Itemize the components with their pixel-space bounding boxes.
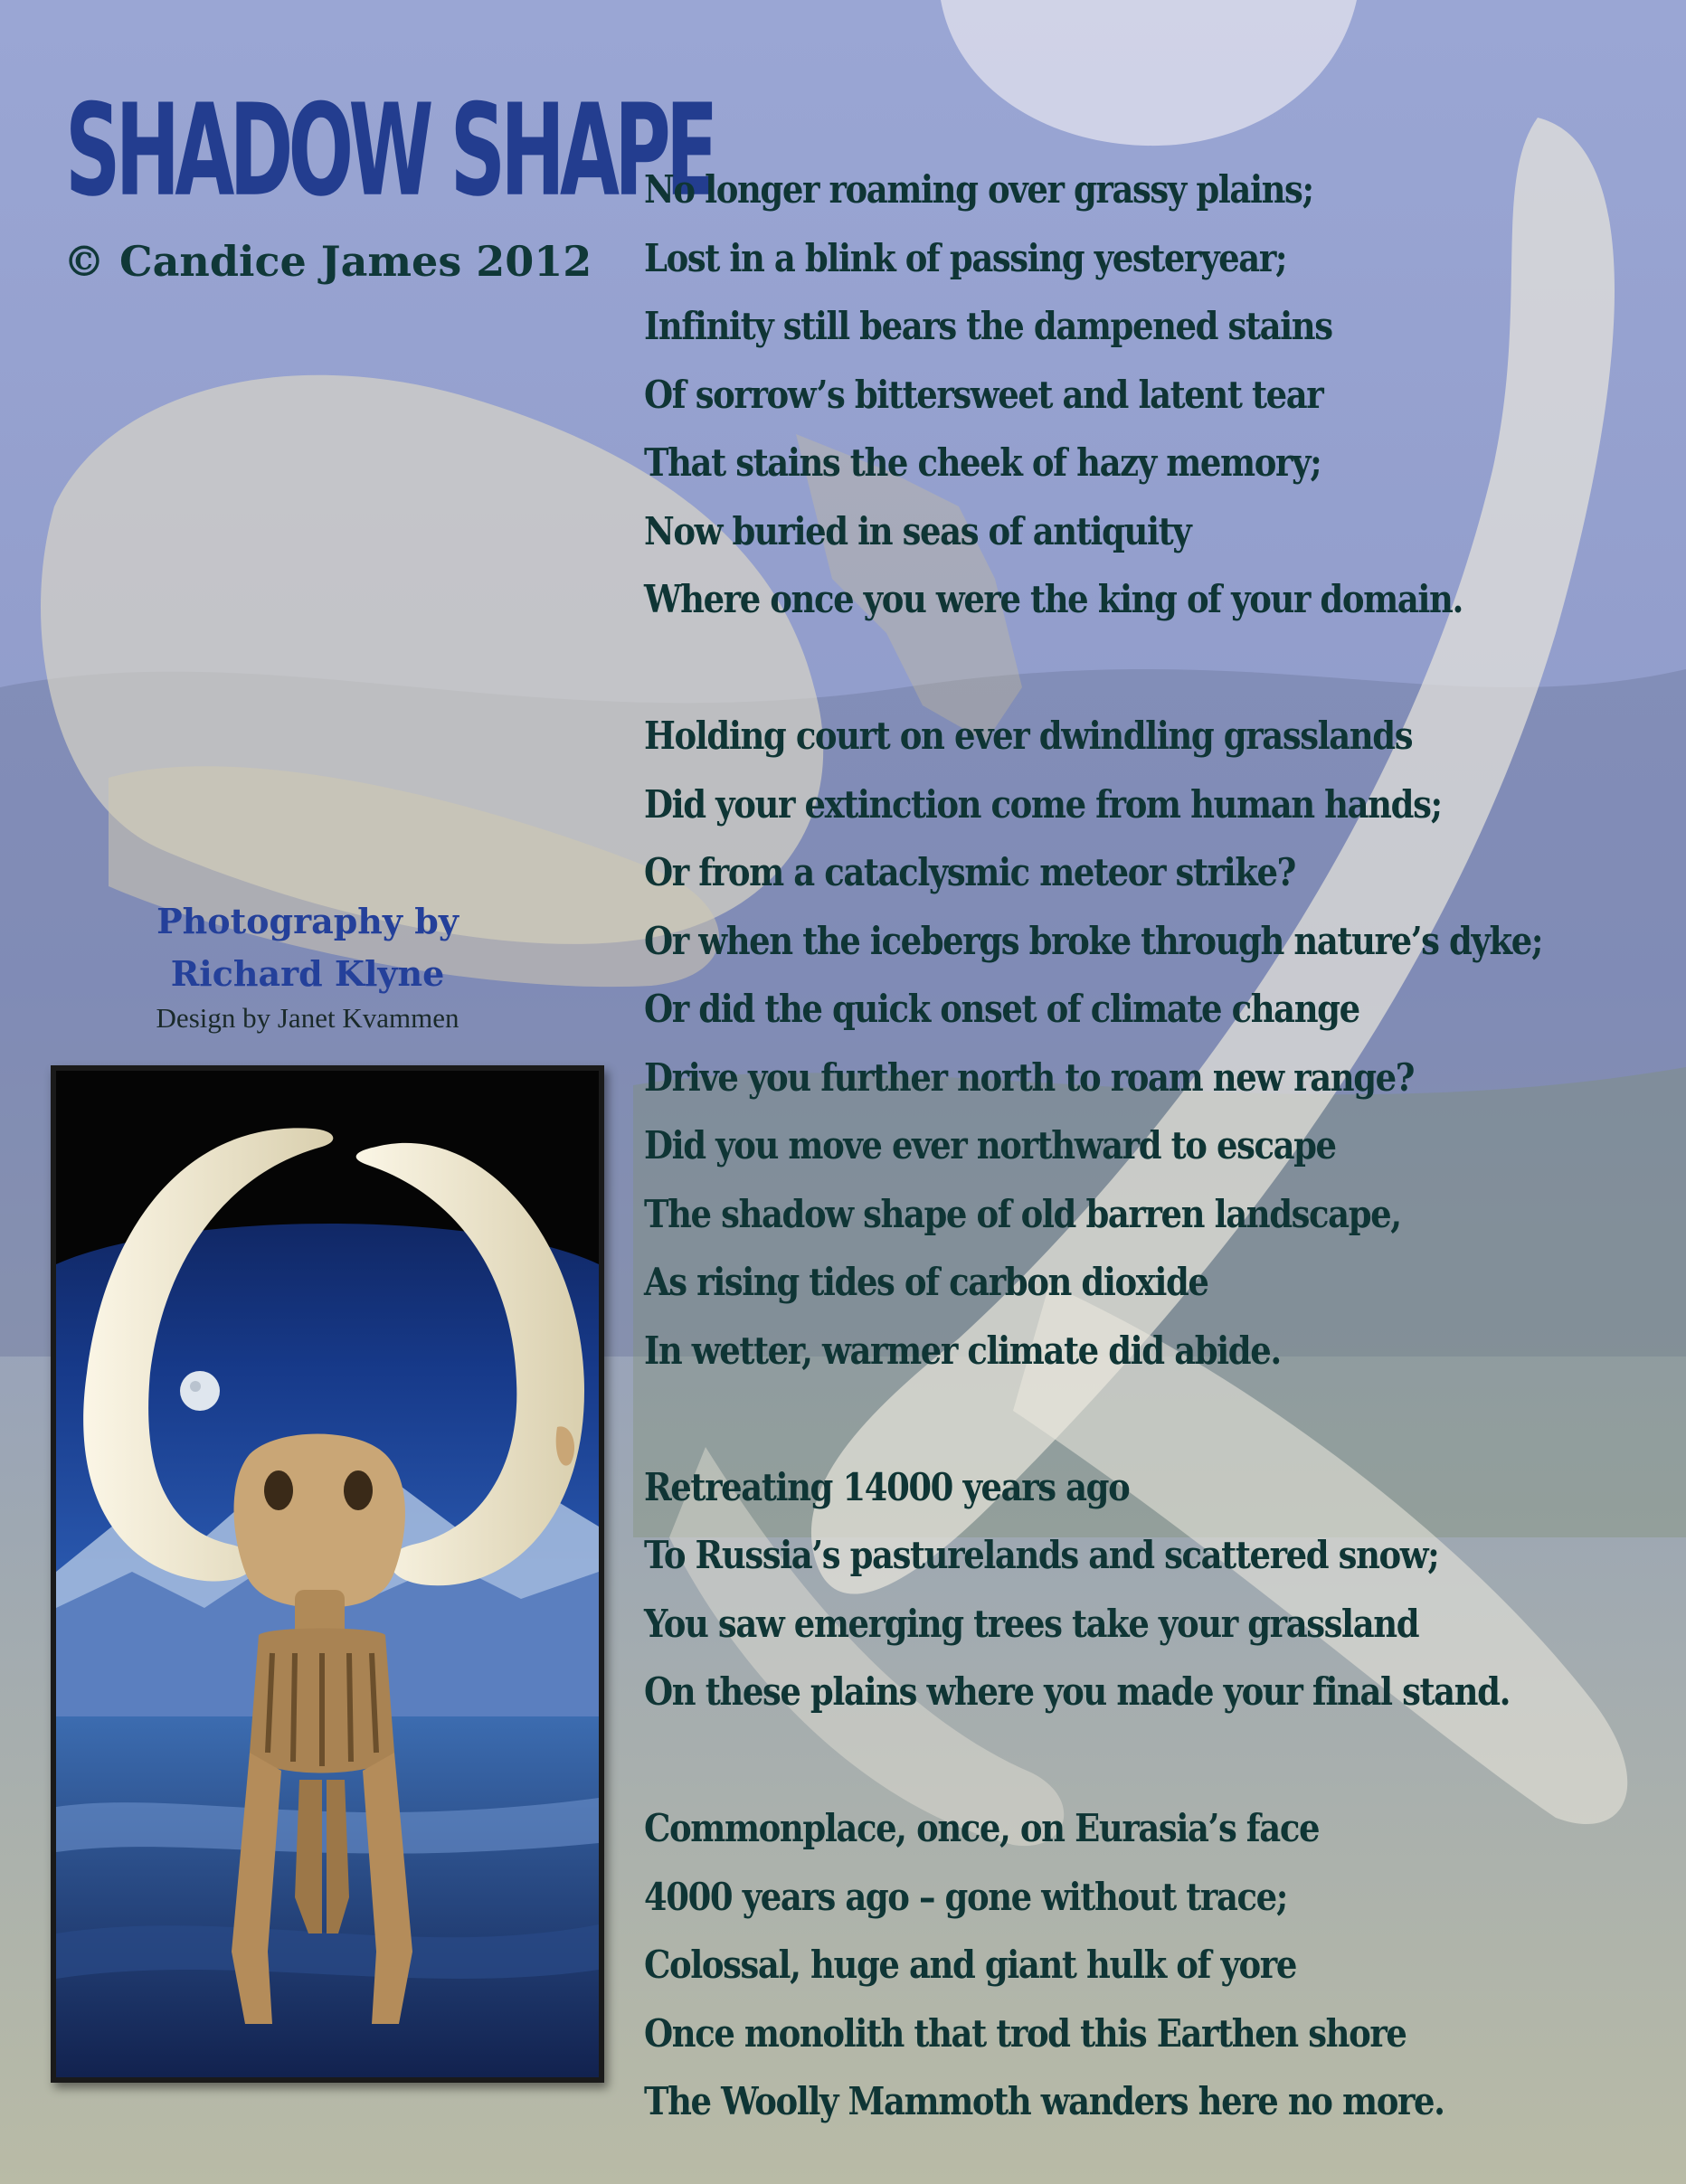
poem-line: Retreating 14000 years ago xyxy=(644,1464,1130,1509)
poem-line: Drive you further north to roam new range? xyxy=(644,1054,1415,1100)
poem-line: Where once you were the king of your domain. xyxy=(644,577,1463,621)
poem-line: You saw emerging trees take your grassland xyxy=(644,1601,1419,1646)
poem-line: To Russia’s pasturelands and scattered snow; xyxy=(644,1533,1439,1577)
poem-line: No longer roaming over grassy plains; xyxy=(644,167,1313,212)
mammoth-skeleton-photo xyxy=(51,1065,604,2083)
poem-line: Did you move ever northward to escape xyxy=(644,1123,1336,1168)
poem-line: Or from a cataclysmic meteor strike? xyxy=(644,850,1295,894)
photography-credit-line1: Photography by xyxy=(156,901,459,941)
poem-body xyxy=(644,156,1551,2136)
poem-line: Did your extinction come from human hands; xyxy=(644,781,1442,827)
poem-line: The shadow shape of old barren landscape, xyxy=(644,1191,1401,1236)
poem-line: On these plains where you made your final stand. xyxy=(644,1669,1511,1714)
poem-line: In wetter, warmer climate did abide. xyxy=(644,1328,1281,1373)
poem-line: Holding court on ever dwindling grasslands xyxy=(644,714,1413,758)
poem-line: Once monolith that trod this Earthen shore xyxy=(644,2010,1407,2056)
poem-line: As rising tides of carbon dioxide xyxy=(644,1260,1208,1304)
stanza-gap xyxy=(644,634,1551,703)
stanza xyxy=(644,1794,1551,2136)
poem-line: Of sorrow’s bittersweet and latent tear xyxy=(644,372,1323,417)
poem-line: Lost in a blink of passing yesteryear; xyxy=(644,235,1287,280)
photography-credit xyxy=(90,895,525,1000)
poem-line: Colossal, huge and giant hulk of yore xyxy=(644,1943,1296,1987)
stanza-gap xyxy=(644,1385,1551,1453)
mammoth-photo-illustration xyxy=(51,1065,604,2083)
design-credit: Design by Janet Kvammen xyxy=(156,1002,459,1034)
poem-line: The Woolly Mammoth wanders here no more. xyxy=(644,2079,1444,2123)
poem-line: Infinity still bears the dampened stains xyxy=(644,304,1332,348)
stanza-gap xyxy=(644,1726,1551,1795)
poem-line: Now buried in seas of antiquity xyxy=(644,508,1191,553)
stanza xyxy=(644,156,1551,634)
stanza xyxy=(644,1453,1551,1726)
poem-line: Commonplace, once, on Eurasia’s face xyxy=(644,1806,1320,1850)
stanza xyxy=(644,702,1551,1385)
copyright-line: © Candice James 2012 xyxy=(63,237,592,286)
poem-line: Or did the quick onset of climate change xyxy=(644,987,1359,1031)
poem-line: 4000 years ago – gone without trace; xyxy=(644,1874,1287,1919)
photography-credit-line2: Richard Klyne xyxy=(170,953,445,994)
poem-line: That stains the cheek of hazy memory; xyxy=(644,440,1321,485)
poem-line: Or when the icebergs broke through nature’s dyke; xyxy=(644,918,1543,963)
poem-title: SHADOW SHAPE xyxy=(65,75,714,225)
